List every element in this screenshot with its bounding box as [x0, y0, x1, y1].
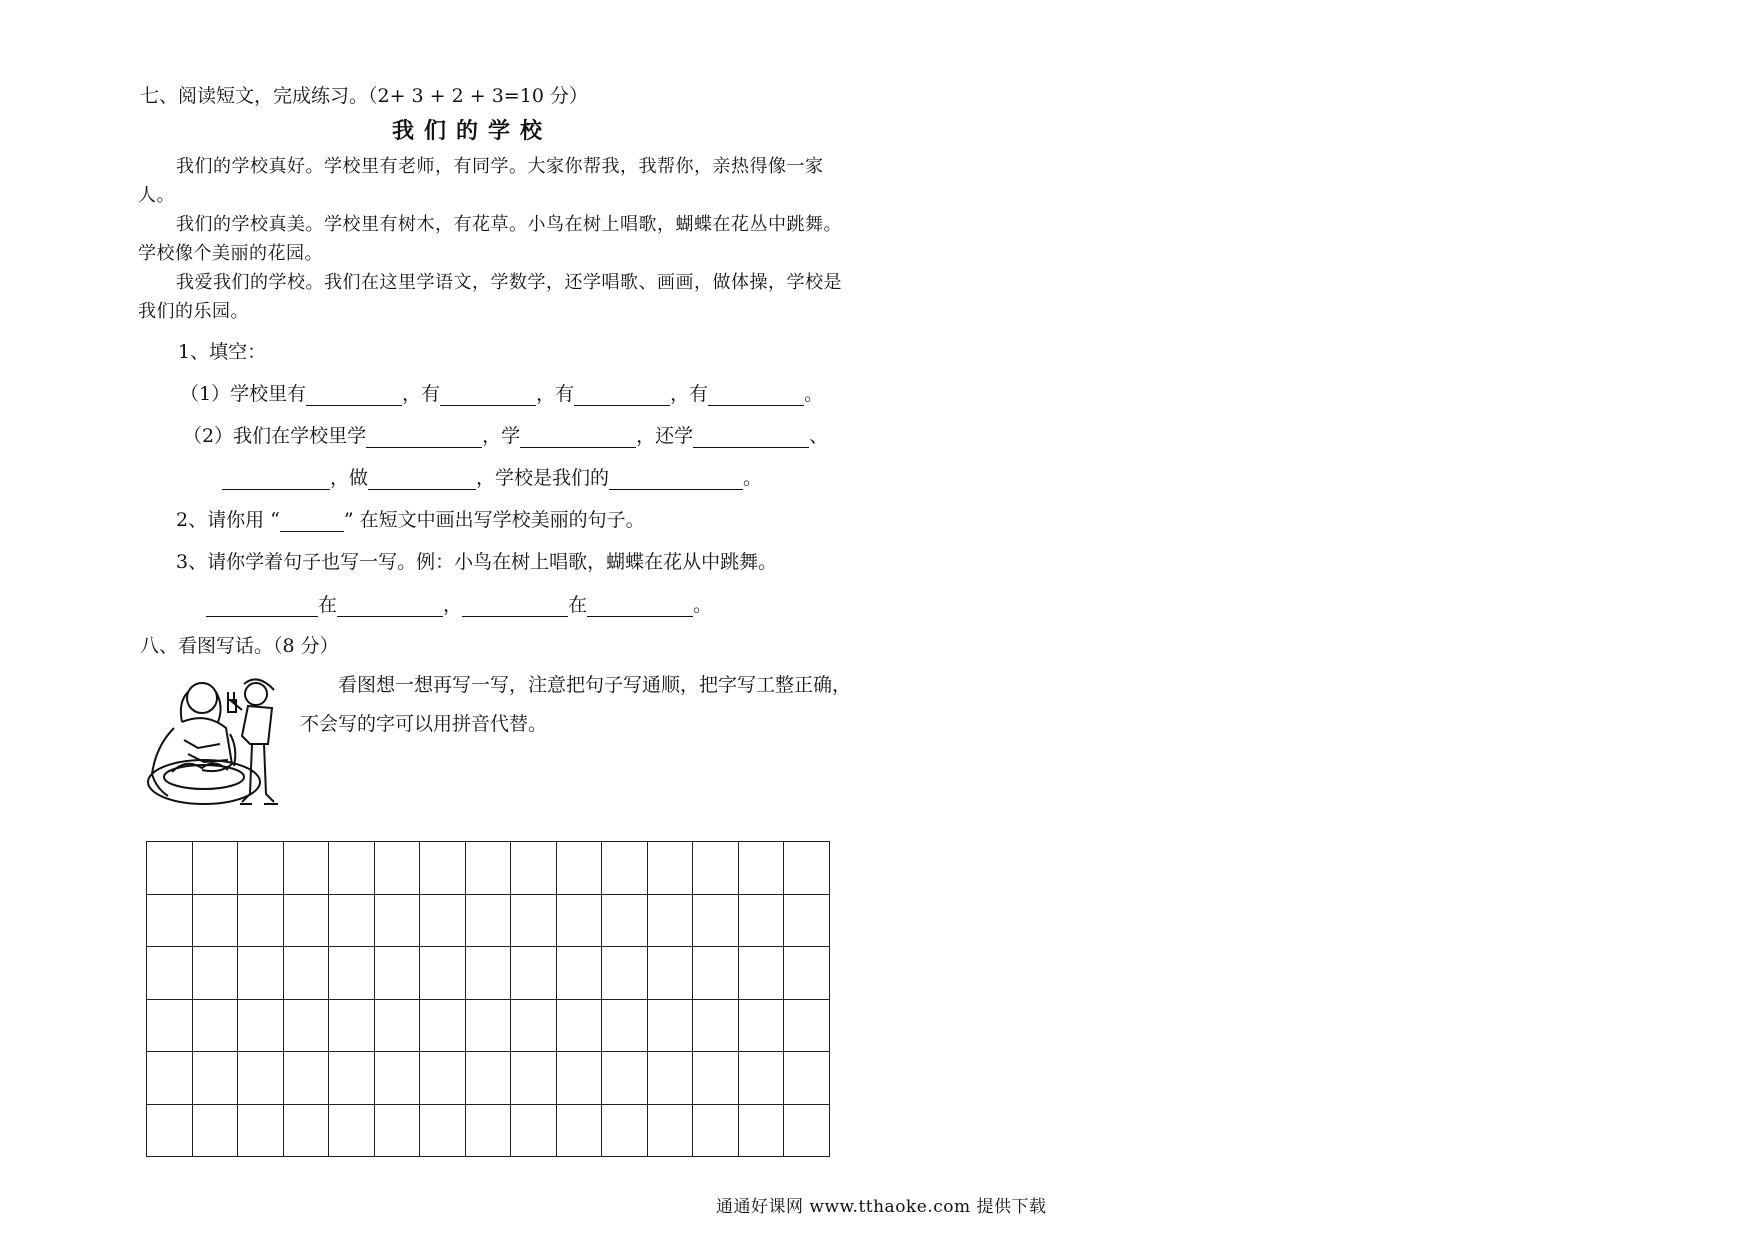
grid-cell[interactable]: [465, 1052, 511, 1105]
grid-cell[interactable]: [420, 999, 466, 1052]
passage-paragraph-2: 我们的学校真美。学校里有树木，有花草。小鸟在树上唱歌，蝴蝶在花丛中跳舞。学校像个美丽的花园。: [138, 214, 842, 264]
q2: [176, 508, 645, 532]
grid-cell[interactable]: [784, 1052, 830, 1105]
grid-row: [147, 894, 830, 947]
grid-cell[interactable]: [647, 999, 693, 1052]
grid-cell[interactable]: [238, 842, 284, 895]
underline-sample: [280, 511, 344, 532]
grid-cell[interactable]: [329, 1052, 375, 1105]
grid-cell[interactable]: [602, 947, 648, 1000]
grid-cell[interactable]: [647, 1104, 693, 1157]
grid-cell[interactable]: [556, 947, 602, 1000]
grid-cell[interactable]: [647, 842, 693, 895]
grid-cell[interactable]: [329, 894, 375, 947]
grid-cell[interactable]: [147, 1104, 193, 1157]
q1-line1-you-3: ，有: [670, 383, 709, 405]
grid-cell[interactable]: [465, 894, 511, 947]
q1-line2-dun: 、: [809, 425, 829, 447]
grid-cell[interactable]: [192, 1104, 238, 1157]
q3-zai-1: 在: [318, 594, 338, 616]
grid-cell[interactable]: [602, 894, 648, 947]
grid-cell[interactable]: [374, 894, 420, 947]
grid-cell[interactable]: [420, 1104, 466, 1157]
grid-cell[interactable]: [647, 1052, 693, 1105]
q2-suffix: ” 在短文中画出写学校美丽的句子。: [343, 509, 645, 531]
q1-line1-prefix: （1）学校里有: [180, 383, 307, 405]
grid-cell[interactable]: [329, 999, 375, 1052]
grid-cell[interactable]: [147, 999, 193, 1052]
grid-cell[interactable]: [602, 1052, 648, 1105]
q3-text: 3、请你学着句子也写一写。例：小鸟在树上唱歌，蝴蝶在花从中跳舞。: [176, 551, 778, 573]
grid-cell[interactable]: [147, 947, 193, 1000]
q1-line1: [180, 382, 823, 406]
grid-cell[interactable]: [784, 999, 830, 1052]
grid-cell[interactable]: [693, 1104, 739, 1157]
grid-cell[interactable]: [738, 842, 784, 895]
grid-cell[interactable]: [511, 894, 557, 947]
grid-cell[interactable]: [283, 999, 329, 1052]
child-head-icon: [245, 683, 267, 705]
mother-washing-child-drinking-icon: [144, 670, 294, 816]
grid-cell[interactable]: [374, 1052, 420, 1105]
grid-cell[interactable]: [374, 1104, 420, 1157]
q3-end: 。: [693, 594, 713, 616]
q3-answer-line: [206, 593, 712, 617]
grid-cell[interactable]: [420, 947, 466, 1000]
answer-blank[interactable]: [222, 469, 330, 490]
grid-cell[interactable]: [784, 1104, 830, 1157]
grid-cell[interactable]: [511, 1104, 557, 1157]
grid-cell[interactable]: [784, 947, 830, 1000]
grid-cell[interactable]: [238, 999, 284, 1052]
grid-cell[interactable]: [192, 947, 238, 1000]
q1-line3-zuo: ，做: [330, 467, 369, 489]
writing-grid[interactable]: [146, 841, 830, 1157]
grid-cell[interactable]: [283, 1104, 329, 1157]
grid-cell[interactable]: [374, 999, 420, 1052]
grid-cell[interactable]: [465, 1104, 511, 1157]
grid-cell[interactable]: [329, 842, 375, 895]
grid-cell[interactable]: [738, 894, 784, 947]
q1-line3: [222, 466, 762, 490]
answer-blank[interactable]: [440, 385, 536, 406]
grid-cell[interactable]: [693, 1052, 739, 1105]
grid-cell[interactable]: [192, 842, 238, 895]
grid-cell[interactable]: [556, 894, 602, 947]
grid-cell[interactable]: [465, 947, 511, 1000]
grid-cell[interactable]: [738, 947, 784, 1000]
grid-row: [147, 1052, 830, 1105]
grid-cell[interactable]: [647, 947, 693, 1000]
q2-prefix: 2、请你用 “: [176, 509, 280, 531]
q1-line2-hai: ，还学: [636, 425, 694, 447]
grid-cell[interactable]: [738, 1052, 784, 1105]
answer-blank[interactable]: [587, 596, 693, 617]
grid-cell[interactable]: [374, 947, 420, 1000]
q1-line3-mid: ，学校是我们的: [476, 467, 610, 489]
grid-cell[interactable]: [511, 842, 557, 895]
grid-cell[interactable]: [647, 894, 693, 947]
grid-cell[interactable]: [420, 894, 466, 947]
grid-cell[interactable]: [602, 842, 648, 895]
grid-cell[interactable]: [283, 842, 329, 895]
grid-cell[interactable]: [511, 947, 557, 1000]
grid-cell[interactable]: [511, 999, 557, 1052]
passage-title: 我们的学校: [392, 118, 553, 144]
grid-cell[interactable]: [420, 1052, 466, 1105]
answer-blank[interactable]: [206, 596, 318, 617]
grid-cell[interactable]: [556, 1104, 602, 1157]
grid-cell[interactable]: [147, 842, 193, 895]
grid-row: [147, 947, 830, 1000]
grid-cell[interactable]: [420, 842, 466, 895]
grid-cell[interactable]: [602, 1104, 648, 1157]
grid-cell[interactable]: [283, 947, 329, 1000]
answer-blank[interactable]: [708, 385, 804, 406]
q1-label: 1、填空：: [178, 341, 267, 363]
grid-cell[interactable]: [556, 1052, 602, 1105]
grid-cell[interactable]: [238, 1052, 284, 1105]
q1-line2-prefix: （2）我们在学校里学: [183, 425, 367, 447]
q1-line3-end: 。: [743, 467, 763, 489]
grid-cell[interactable]: [329, 1104, 375, 1157]
grid-cell[interactable]: [693, 842, 739, 895]
grid-cell[interactable]: [738, 999, 784, 1052]
answer-blank[interactable]: [693, 427, 809, 448]
grid-cell[interactable]: [465, 842, 511, 895]
grid-cell[interactable]: [511, 1052, 557, 1105]
answer-blank[interactable]: [609, 469, 743, 490]
section8-instructions-2: 不会写的字可以用拼音代替。: [300, 713, 548, 735]
grid-cell[interactable]: [192, 894, 238, 947]
grid-cell[interactable]: [556, 999, 602, 1052]
grid-cell[interactable]: [738, 1104, 784, 1157]
grid-cell[interactable]: [693, 947, 739, 1000]
answer-blank[interactable]: [368, 469, 476, 490]
answer-blank[interactable]: [366, 427, 482, 448]
q1-line1-end: 。: [804, 383, 824, 405]
grid-cell[interactable]: [238, 894, 284, 947]
grid-cell[interactable]: [465, 999, 511, 1052]
grid-cell[interactable]: [283, 894, 329, 947]
grid-cell[interactable]: [374, 842, 420, 895]
answer-blank[interactable]: [520, 427, 636, 448]
mother-head-icon: [187, 683, 217, 713]
section8-instructions-1: 看图想一想再写一写，注意把句子写通顺，把字写工整正确，: [338, 674, 852, 696]
grid-cell[interactable]: [556, 842, 602, 895]
passage-paragraph-1: 我们的学校真好。学校里有老师，有同学。大家你帮我，我帮你，亲热得像一家人。: [138, 156, 824, 206]
grid-cell[interactable]: [329, 947, 375, 1000]
grid-cell[interactable]: [784, 842, 830, 895]
grid-cell[interactable]: [693, 894, 739, 947]
q3-comma: ，: [443, 594, 463, 616]
grid-cell[interactable]: [602, 999, 648, 1052]
section7-heading: 七、阅读短文，完成练习。（2+ 3 + 2 + 3=10 分）: [140, 85, 588, 107]
q1-line2: [183, 424, 828, 448]
footer-credit: 通通好课网 www.tthaoke.com 提供下载: [716, 1197, 1047, 1217]
passage-paragraph-3: 我爱我们的学校。我们在这里学语文，学数学，还学唱歌、画画，做体操，学校是我们的乐园。: [138, 272, 842, 322]
grid-row: [147, 1104, 830, 1157]
q1-line1-you-1: ，有: [402, 383, 441, 405]
answer-blank[interactable]: [306, 385, 402, 406]
grid-cell[interactable]: [147, 1052, 193, 1105]
answer-blank[interactable]: [337, 596, 443, 617]
grid-cell[interactable]: [192, 1052, 238, 1105]
grid-cell[interactable]: [147, 894, 193, 947]
section8-heading: 八、看图写话。（8 分）: [140, 635, 339, 657]
grid-cell[interactable]: [693, 999, 739, 1052]
grid-cell[interactable]: [283, 1052, 329, 1105]
q1-line2-xue: ，学: [482, 425, 521, 447]
q3-zai-2: 在: [568, 594, 588, 616]
grid-cell[interactable]: [784, 894, 830, 947]
grid-row: [147, 999, 830, 1052]
q1-line1-you-2: ，有: [536, 383, 575, 405]
answer-blank[interactable]: [574, 385, 670, 406]
grid-cell[interactable]: [192, 999, 238, 1052]
answer-blank[interactable]: [462, 596, 568, 617]
grid-row: [147, 842, 830, 895]
grid-cell[interactable]: [238, 947, 284, 1000]
grid-cell[interactable]: [238, 1104, 284, 1157]
